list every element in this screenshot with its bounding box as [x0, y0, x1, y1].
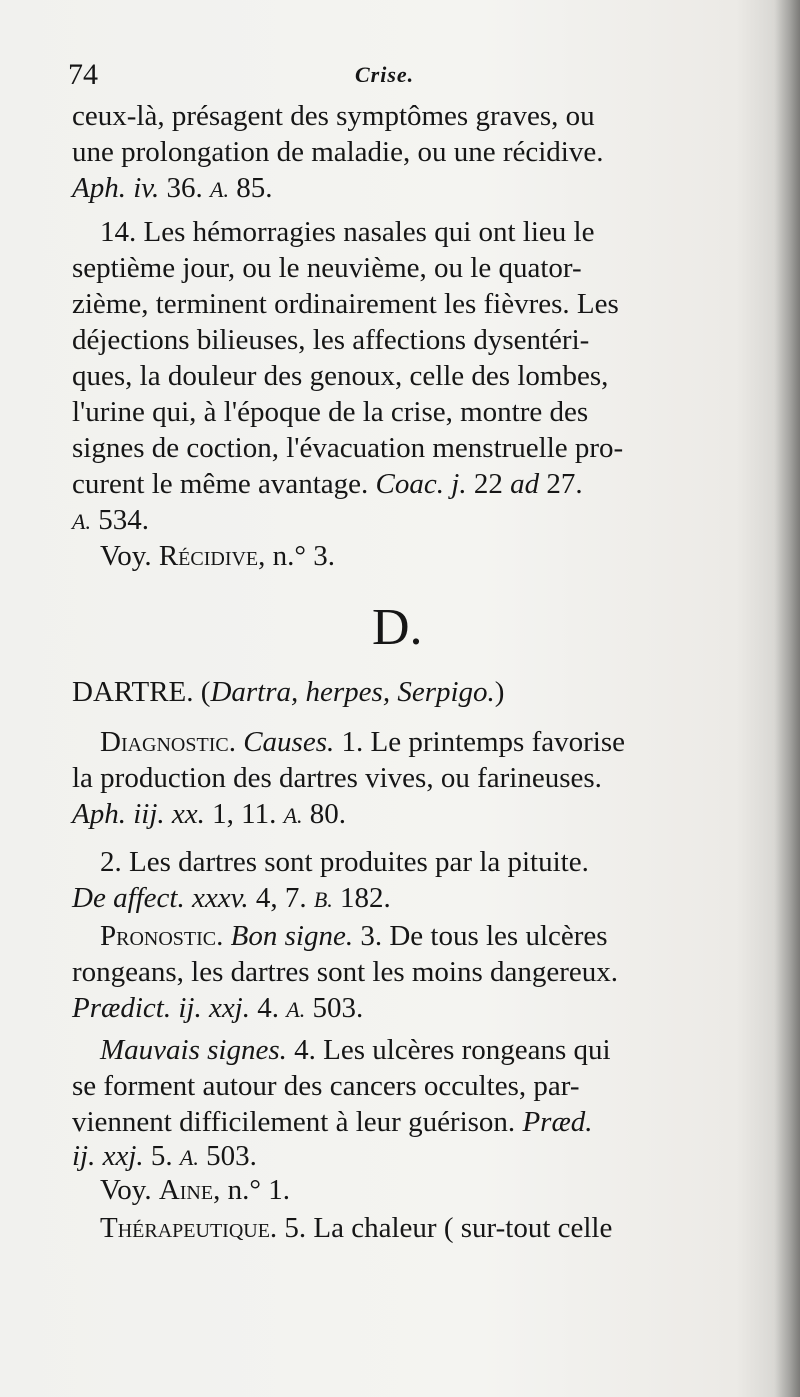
text-segment: 1. Le printemps favorise [341, 726, 625, 758]
reference-number: 36. [166, 172, 203, 204]
section-label: Diagnostic. [100, 726, 236, 758]
running-head: Crise. [355, 62, 415, 87]
text-segment: 4. Les ulcères rongeans qui [294, 1034, 611, 1066]
text-line: se forment autour des cancers occultes, par- [72, 1070, 580, 1102]
reference-line [72, 1140, 724, 1176]
reference: De affect. xxxv. [72, 882, 249, 914]
page-ref: 503. [312, 992, 364, 1024]
reference: Coac. j. [375, 468, 467, 500]
entry-heading [72, 676, 504, 709]
text-segment: 3. De tous les ulcères [360, 920, 608, 952]
text-line [100, 726, 724, 762]
volume-letter: A. [283, 803, 303, 828]
page-ref: 503. [206, 1140, 257, 1172]
text-line: la production des dartres vives, ou farineuses. [72, 762, 602, 794]
subsection-label: Causes. [243, 726, 335, 758]
text-segment: viennent difficilement à leur guérison. [72, 1106, 516, 1138]
text-line: ques, la douleur des genoux, celle des lombes, [72, 360, 609, 392]
entry-latin: Dartra, herpes, Serpigo. [210, 676, 495, 708]
paren-open: ( [200, 676, 211, 708]
text-line: septième jour, ou le neuvième, ou le quator- [72, 252, 582, 284]
text-line [72, 468, 724, 504]
reference: Aph. iv. [72, 172, 160, 204]
section-letter: D. [372, 599, 423, 656]
voy-label: Voy. [100, 540, 152, 572]
text-line: 14. Les hémorragies nasales qui ont lieu le [100, 216, 595, 248]
subsection-label: Mauvais signes. [100, 1034, 287, 1066]
paren-close: ) [494, 676, 505, 708]
text-line: une prolongation de maladie, ou une récidive. [72, 136, 604, 168]
text-segment: 5. La chaleur ( sur-tout celle [284, 1212, 613, 1244]
cross-ref-word: Récidive [158, 540, 259, 572]
page-ref: 85. [236, 172, 273, 204]
text-line: 2. Les dartres sont produites par la pituite. [100, 846, 589, 878]
reference: Aph. iij. xx. [72, 798, 205, 830]
page-spine-shadow [774, 0, 800, 1397]
reference-line [72, 172, 724, 208]
page-ref: 182. [340, 882, 391, 914]
cross-reference [100, 1174, 724, 1210]
reference-number: 22 [473, 468, 503, 500]
cross-ref-number: , n.° 3. [258, 540, 336, 572]
reference-number: 5. [150, 1140, 173, 1172]
volume-letter: A. [179, 1145, 199, 1170]
reference-line [72, 798, 724, 834]
subsection-label: Bon signe. [230, 920, 354, 952]
section-label: Thérapeutique. [100, 1212, 278, 1244]
text-segment: curent le même avantage. [72, 468, 369, 500]
reference-ad: ad [510, 468, 540, 500]
text-line: déjections bilieuses, les affections dysentéri- [72, 324, 590, 356]
text-line [100, 1034, 724, 1070]
text-line: signes de coction, l'évacuation menstruelle pro- [72, 432, 624, 464]
cross-ref-number: , n.° 1. [213, 1174, 290, 1206]
reference-line [72, 504, 724, 540]
text-line: l'urine qui, à l'époque de la crise, montre des [72, 396, 589, 428]
volume-letter: A. [72, 509, 91, 534]
reference: Præd. [522, 1106, 593, 1138]
text-line [100, 1212, 724, 1248]
reference: Prædict. ij. xxj. [72, 992, 250, 1024]
text-line: ceux-là, présagent des symptômes graves, ou [72, 100, 595, 132]
volume-letter: A. [286, 997, 306, 1022]
page-number: 74 [68, 58, 98, 91]
cross-ref-word: Aine [158, 1174, 214, 1206]
cross-reference [100, 540, 724, 576]
entry-word: DARTRE. [72, 676, 194, 708]
reference: ij. xxj. [72, 1140, 144, 1172]
text-line: rongeans, les dartres sont les moins dangereux. [72, 956, 619, 988]
reference-number: 1, 11. [212, 798, 277, 830]
text-line: zième, terminent ordinairement les fièvres. Les [72, 288, 619, 320]
reference-number: 27. [546, 468, 583, 500]
page-ref: 534. [98, 504, 149, 536]
page-ref: 80. [309, 798, 347, 830]
text-line [100, 920, 724, 956]
reference-number: 4, 7. [255, 882, 307, 914]
reference-number: 4. [257, 992, 279, 1024]
voy-label: Voy. [100, 1174, 152, 1206]
volume-letter: A. [210, 177, 229, 202]
text-line [72, 1106, 724, 1142]
section-label: Pronostic. [100, 920, 224, 952]
reference-line [72, 882, 724, 918]
reference-line [72, 992, 724, 1028]
volume-letter: B. [313, 887, 333, 912]
